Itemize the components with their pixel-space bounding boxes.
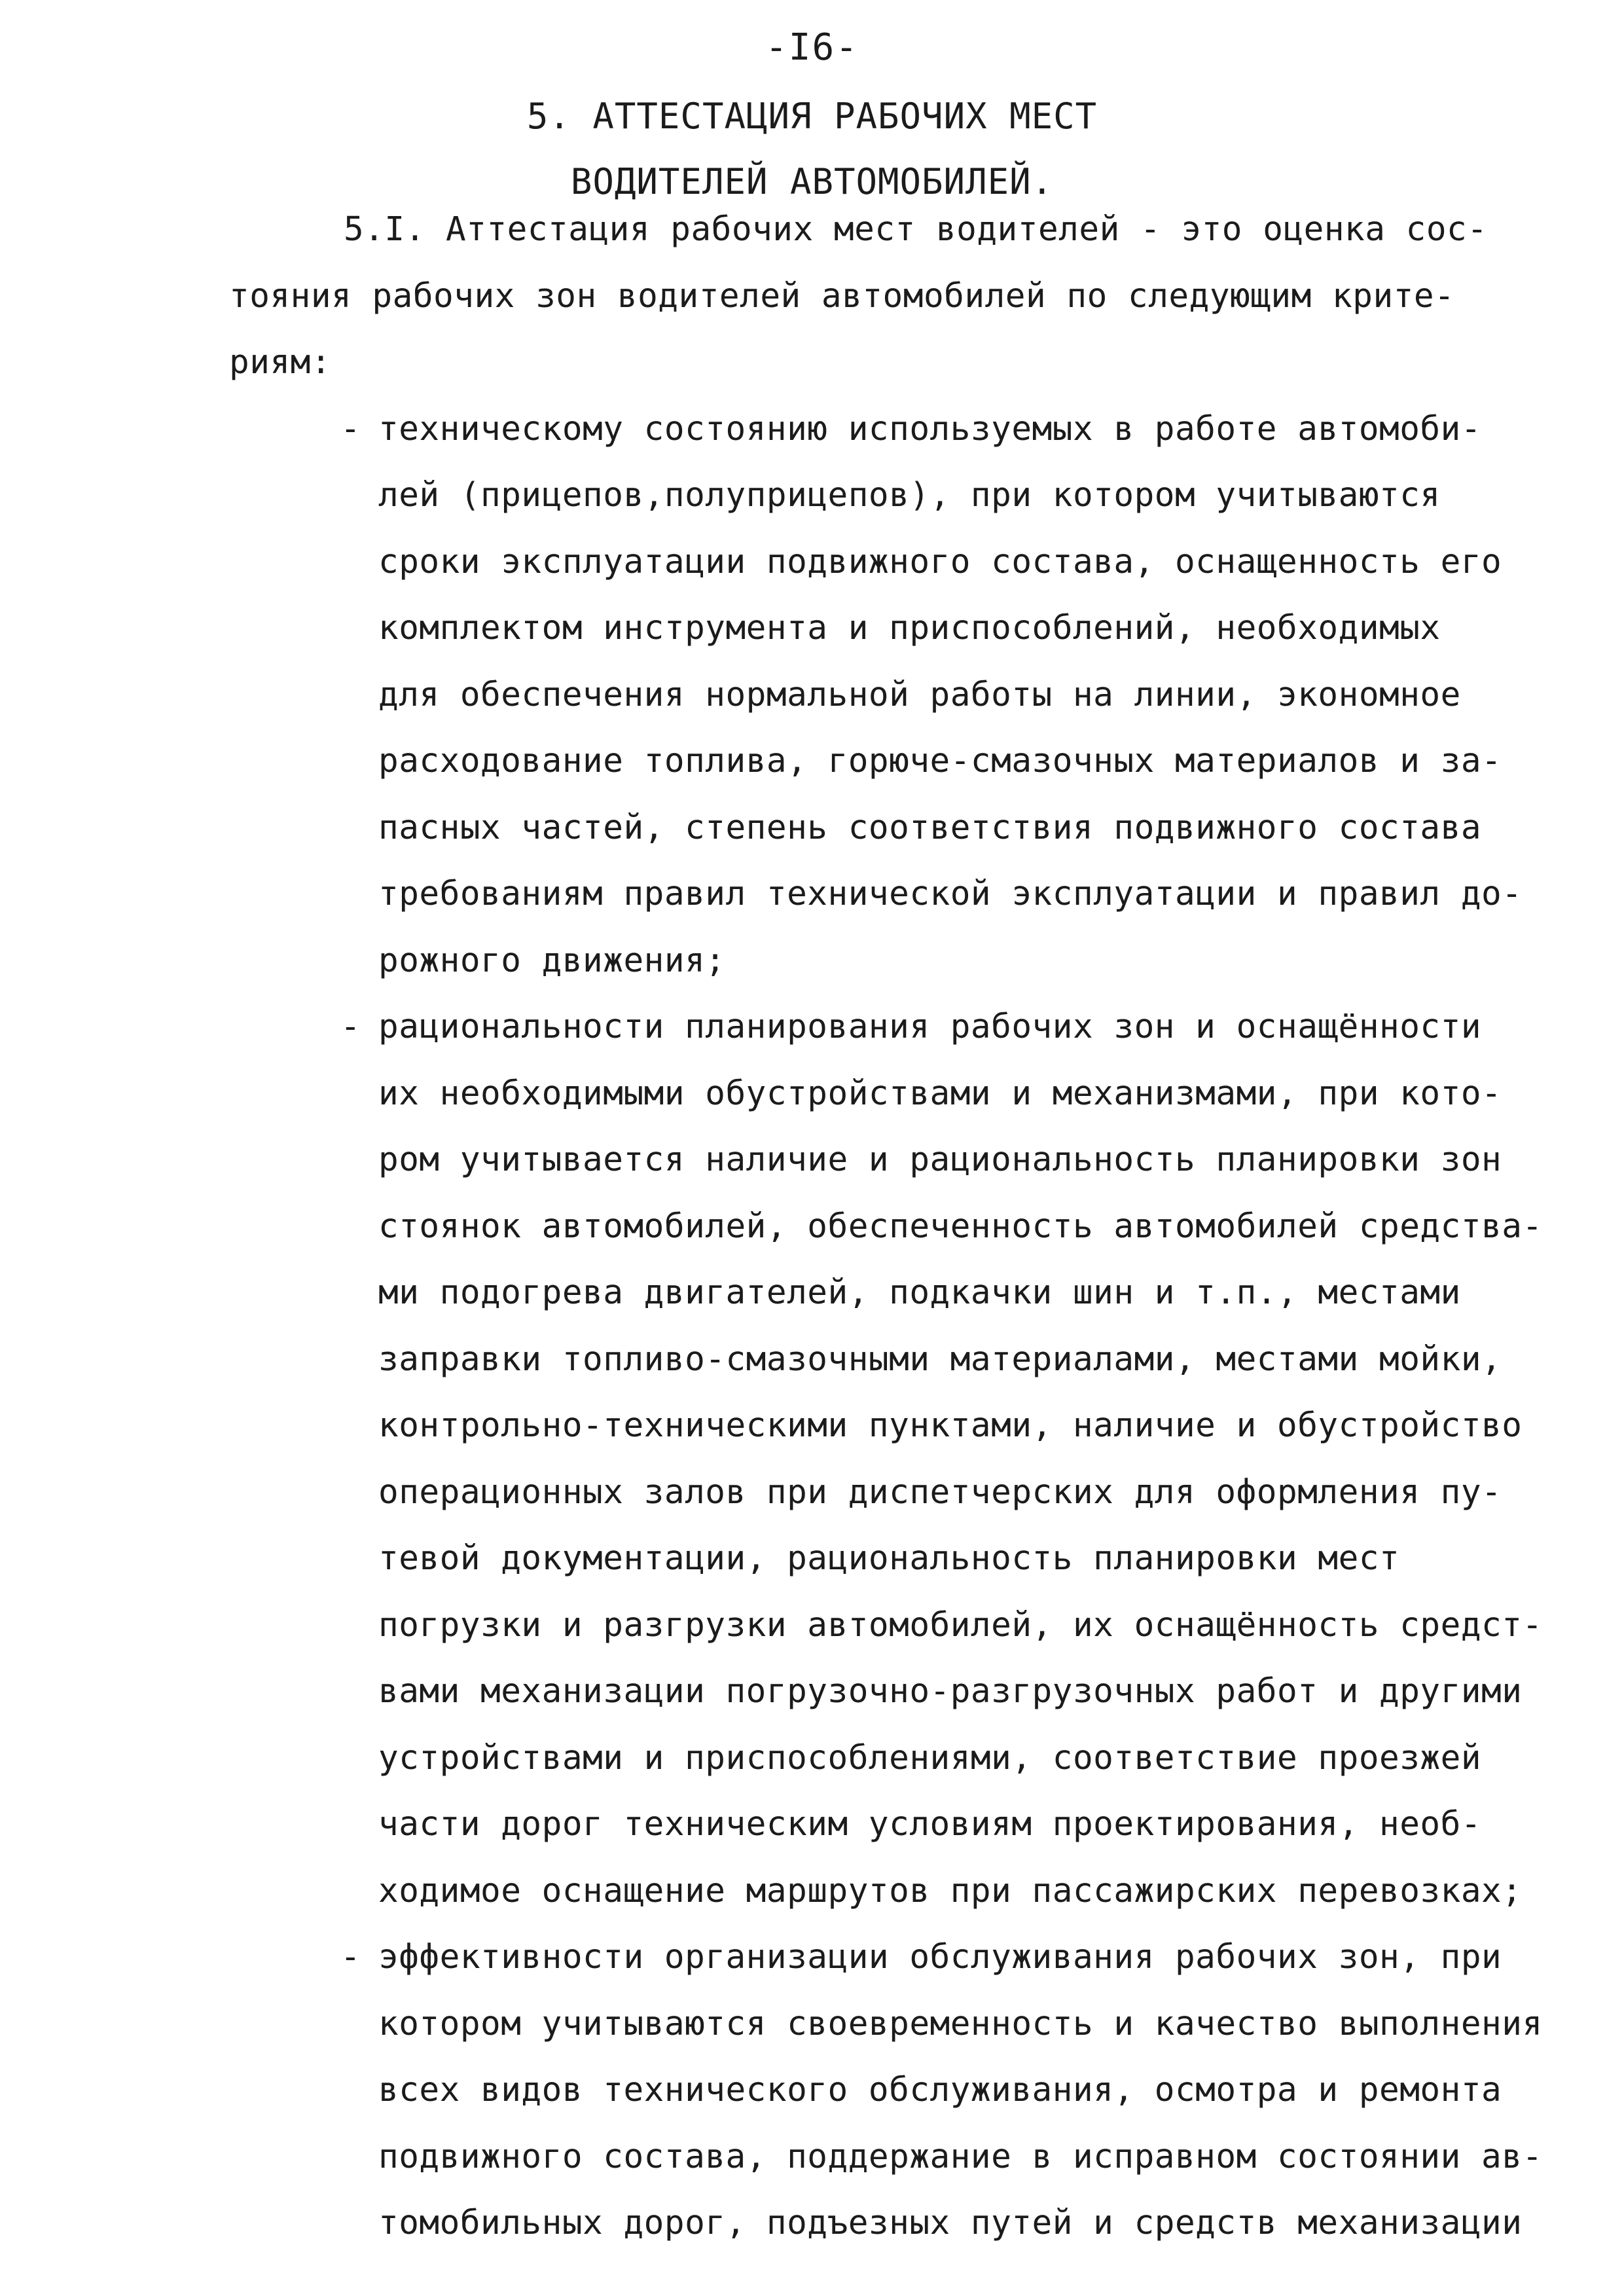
bullet-dash: -: [340, 1008, 361, 1046]
list-item-line: ми подогрева двигателей, подкачки шин и т.п., местами: [378, 1273, 1461, 1312]
list-item-line: тевой документации, рациональность планировки мест: [378, 1539, 1400, 1578]
list-item-text: рациональности планирования рабочих зон и оснащённости: [378, 1008, 1482, 1046]
list-item-line: лей (прицепов,полуприцепов), при котором учитываются: [378, 476, 1441, 515]
list-item-line: расходование топлива, горюче-смазочных материалов и за-: [378, 742, 1502, 780]
list-item-line: пасных частей, степень соответствия подвижного состава: [378, 808, 1482, 847]
list-item-line: контрольно-техническими пунктами, наличие и обустройство: [378, 1406, 1523, 1445]
bullet-dash: -: [340, 409, 361, 448]
paragraph-line: 5.I. Аттестация рабочих мест водителей - это оценка сос-: [344, 210, 1488, 249]
list-item-line: котором учитываются своевременность и качество выполнения: [378, 2004, 1543, 2043]
list-item-line: сроки эксплуатации подвижного состава, оснащенность его: [378, 542, 1502, 581]
bullet-dash: -: [340, 1938, 361, 1977]
body-text: [229, 196, 1571, 2257]
list-item-text: эффективности организации обслуживания рабочих зон, при: [378, 1938, 1502, 1977]
list-item-line: всех видов технического обслуживания, осмотра и ремонта: [378, 2071, 1502, 2109]
list-item-line: заправки топливо-смазочными материалами, местами мойки,: [378, 1339, 1502, 1379]
list-item-line: томобильных дорог, подъезных путей и средств механизации: [378, 2204, 1523, 2242]
list-item-line: требованиям правил технической эксплуатации и правил до-: [378, 875, 1523, 913]
list-item-line: стоянок автомобилей, обеспеченность автомобилей средства-: [378, 1207, 1543, 1246]
list-item-line: вами механизации погрузочно-разгрузочных работ и другими: [378, 1672, 1523, 1711]
list-item-line: операционных залов при диспетчерских для оформления пу-: [378, 1472, 1502, 1512]
list-item-text: техническому состоянию используемых в работе автомоби-: [378, 409, 1482, 448]
list-item-line: устройствами и приспособлениями, соответствие проезжей: [378, 1738, 1482, 1777]
list-item-line: [229, 1924, 1571, 1991]
list-item-line: для обеспечения нормальной работы на линии, экономное: [378, 675, 1461, 714]
list-item-line: рожного движения;: [378, 941, 726, 980]
section-title-line: ВОДИТЕЛЕЙ АВТОМОБИЛЕЙ.: [570, 161, 1054, 202]
paragraph-line: риям:: [229, 343, 332, 382]
paragraph-line: тояния рабочих зон водителей автомобилей по следующим крите-: [229, 276, 1455, 316]
list-item-line: ром учитывается наличие и рациональность планировки зон: [378, 1140, 1502, 1179]
section-title-line: 5. АТТЕСТАЦИЯ РАБОЧИХ МЕСТ: [526, 96, 1098, 137]
list-item-line: их необходимыми обустройствами и механизмами, при кото-: [378, 1074, 1502, 1113]
list-item-line: [229, 396, 1571, 463]
list-item-line: комплектом инструмента и приспособлений, необходимых: [378, 609, 1441, 647]
list-item-line: [229, 994, 1571, 1061]
page-number: -I6-: [765, 26, 859, 69]
list-item-line: подвижного состава, поддержание в исправном состоянии ав-: [378, 2137, 1543, 2176]
section-title: [0, 84, 1624, 215]
list-item-line: части дорог техническим условиям проектирования, необ-: [378, 1805, 1482, 1844]
list-item-line: ходимое оснащение маршрутов при пассажирских перевозках;: [378, 1871, 1523, 1910]
list-item-line: погрузки и разгрузки автомобилей, их оснащённость средст-: [378, 1605, 1543, 1645]
